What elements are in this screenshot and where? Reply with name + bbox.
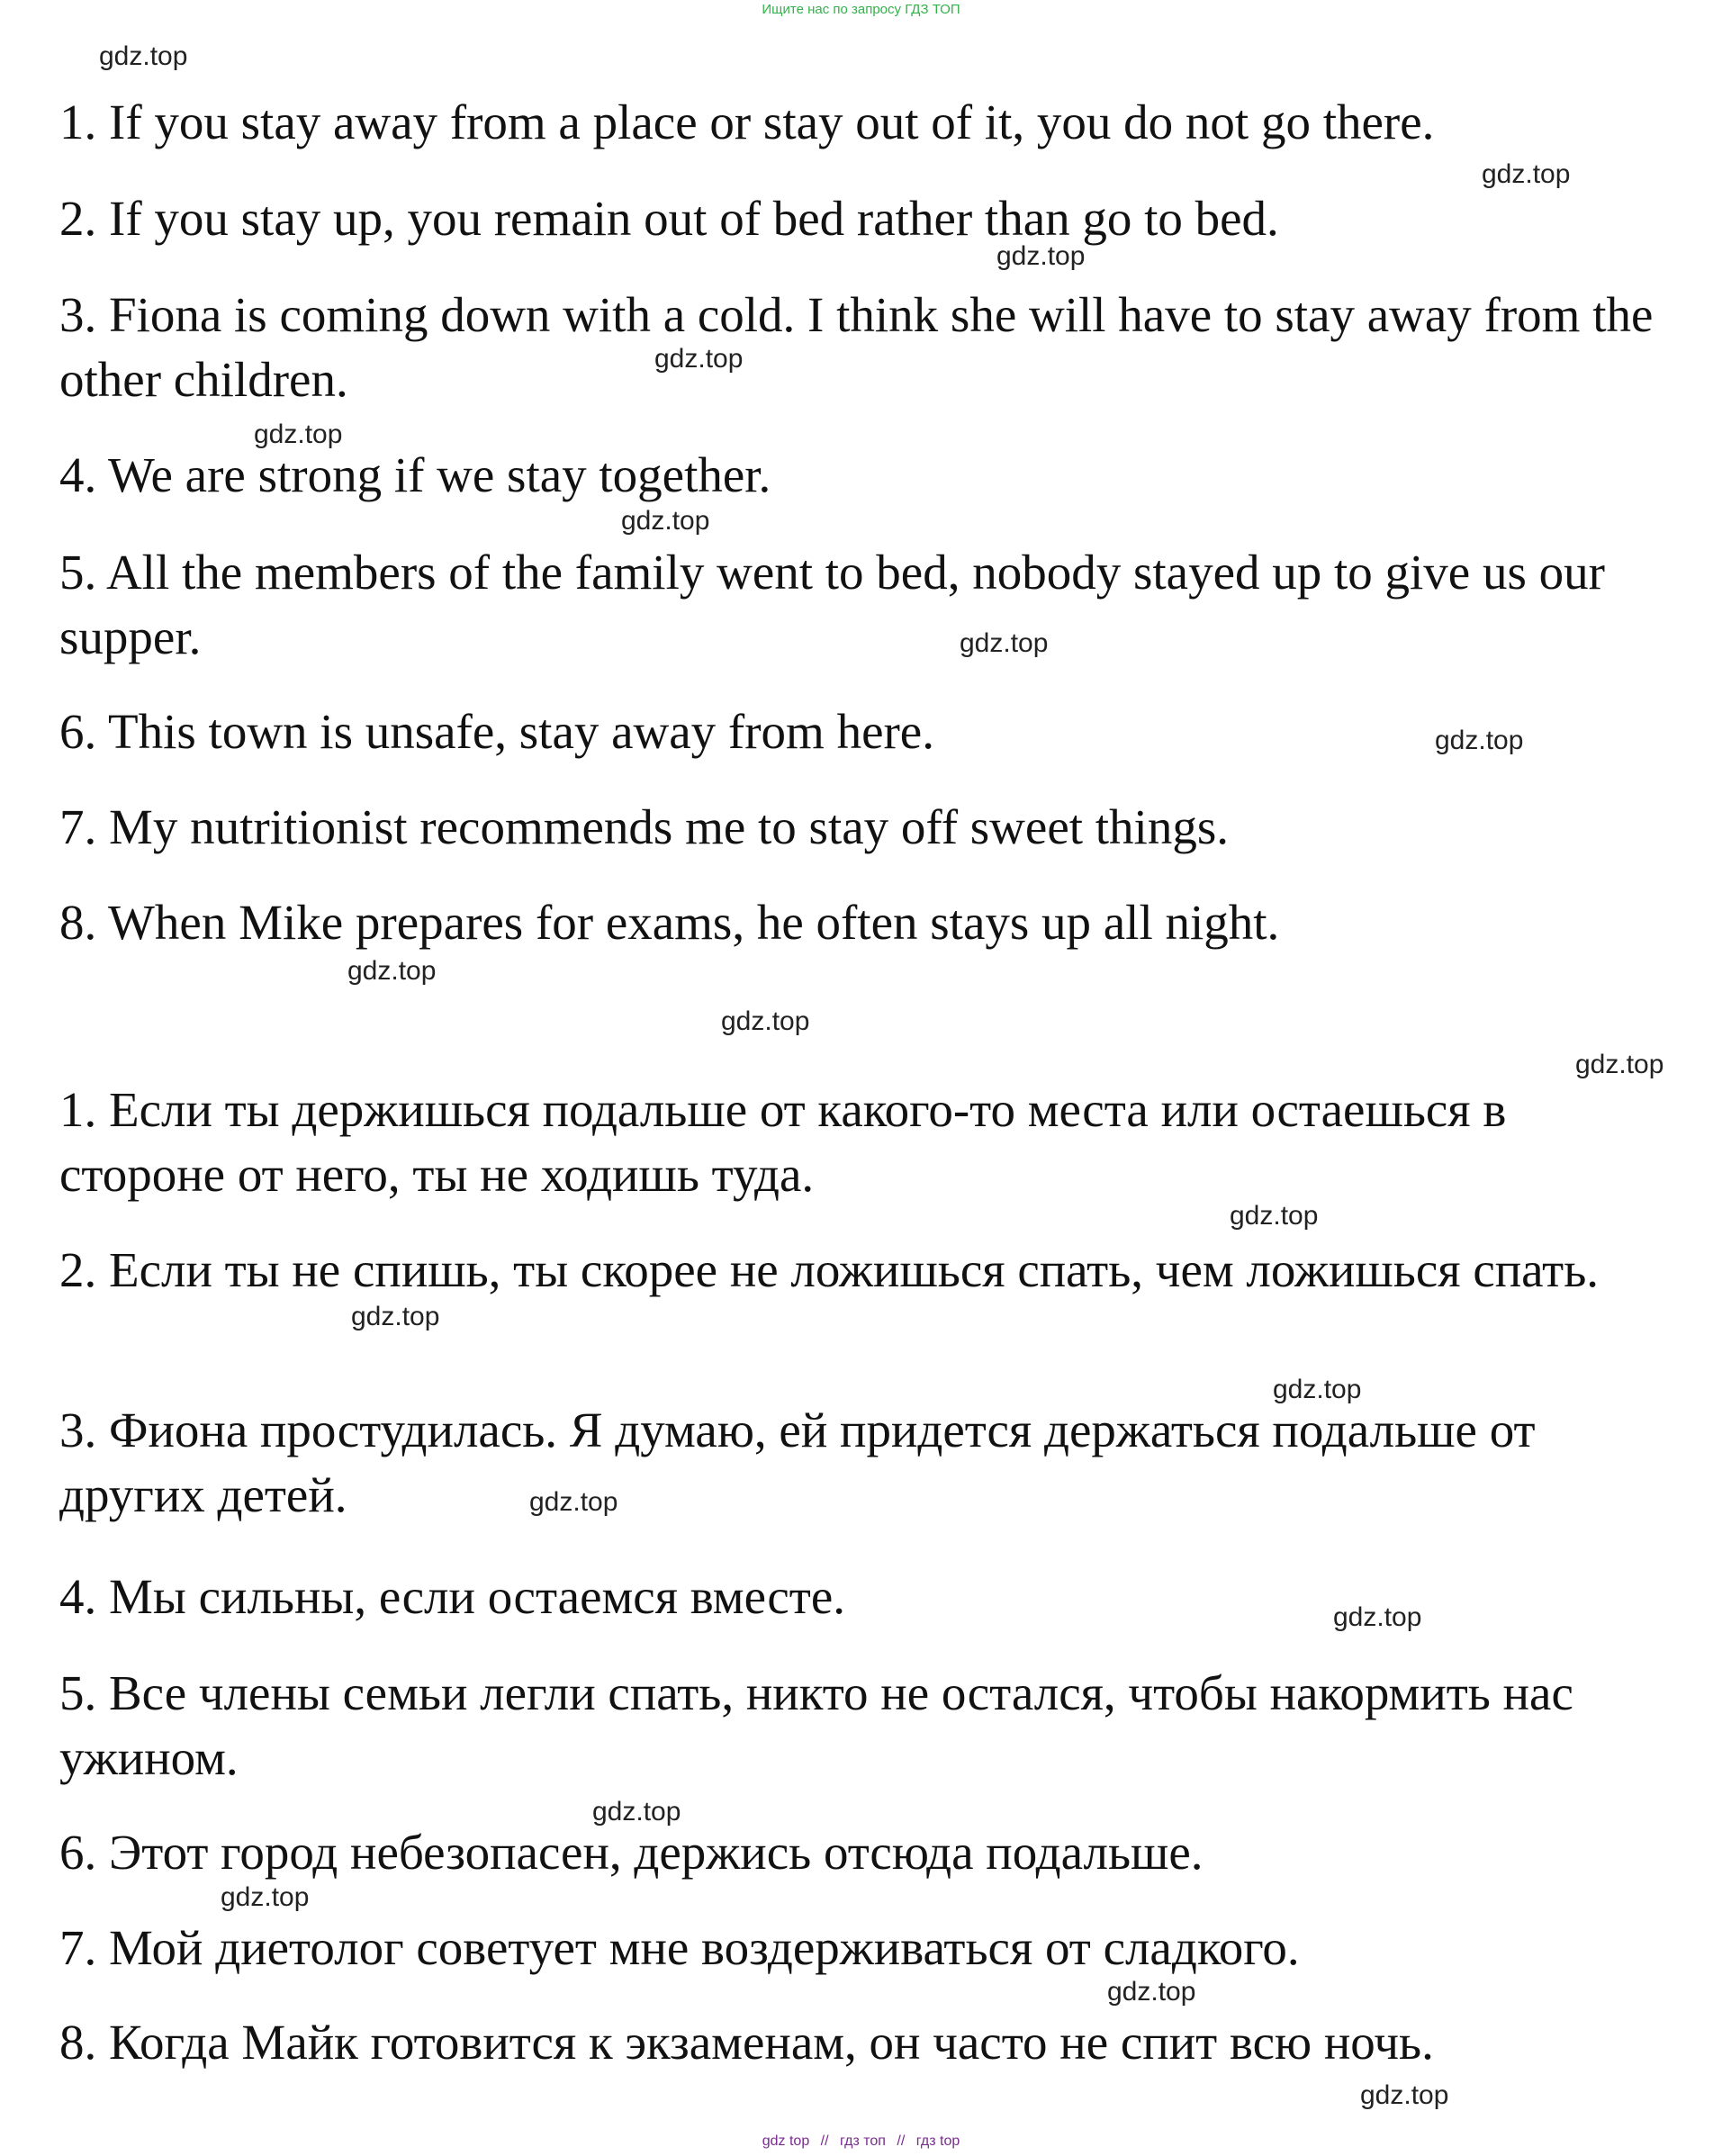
watermark: gdz.top (721, 1006, 810, 1036)
watermark: gdz.top (1273, 1375, 1362, 1404)
english-sentence-1: 1. If you stay away from a place or stay out of it, you do not go there. (59, 95, 1435, 149)
watermark: gdz.top (621, 506, 710, 536)
watermark: gdz.top (221, 1882, 310, 1912)
watermark: gdz.top (254, 419, 343, 449)
footer-separator: // (897, 2133, 906, 2149)
footer (0, 2133, 1722, 2150)
watermark: gdz.top (1333, 1602, 1422, 1632)
footer-separator: // (820, 2133, 829, 2149)
watermark: gdz.top (1575, 1050, 1664, 1079)
watermark: gdz.top (1230, 1201, 1319, 1231)
watermark: gdz.top (1435, 726, 1524, 755)
watermark: gdz.top (347, 956, 437, 986)
english-sentence-8: 8. When Mike prepares for exams, he often stays up all night. (59, 895, 1280, 950)
footer-part-3: гдз top (915, 2133, 960, 2149)
watermark: gdz.top (351, 1302, 440, 1331)
russian-sentence-2: 2. Если ты не спишь, ты скорее не ложишься спать, чем ложишься спать. (59, 1242, 1600, 1297)
top-banner: Ищите нас по запросу ГДЗ ТОП (762, 2, 960, 17)
russian-sentence-4: 4. Мы сильны, если остаемся вместе. (59, 1569, 845, 1624)
footer-part-2: гдз топ (840, 2133, 886, 2149)
russian-sentence-5: 5. Все члены семьи легли спать, никто не остался, чтобы накормить нас ужином. (59, 1665, 1573, 1785)
watermark: gdz.top (1482, 159, 1571, 189)
watermark: gdz.top (996, 241, 1086, 271)
footer-part-1: gdz top (762, 2133, 810, 2149)
english-sentence-7: 7. My nutritionist recommends me to stay off sweet things. (59, 799, 1229, 854)
russian-sentence-1: 1. Если ты держишься подальше от какого-то места или остаешься в стороне от него, ты не ходишь туда. (59, 1082, 1507, 1202)
watermark: gdz.top (1360, 2080, 1449, 2110)
russian-sentence-8: 8. Когда Майк готовится к экзаменам, он часто не спит всю ночь. (59, 2015, 1434, 2070)
english-sentence-6: 6. This town is unsafe, stay away from here. (59, 704, 934, 759)
watermark: gdz.top (592, 1797, 681, 1827)
russian-sentence-3: 3. Фиона простудилась. Я думаю, ей придется держаться подальше от других детей. (59, 1403, 1536, 1522)
english-sentence-5: 5. All the members of the family went to bed, nobody stayed up to give us our supper. (59, 545, 1605, 664)
english-sentence-3: 3. Fiona is coming down with a cold. I think she will have to stay away from the other children. (59, 287, 1654, 407)
english-sentence-2: 2. If you stay up, you remain out of bed rather than go to bed. (59, 191, 1279, 246)
watermark: gdz.top (99, 41, 188, 71)
watermark: gdz.top (529, 1487, 618, 1517)
russian-sentence-6: 6. Этот город небезопасен, держись отсюда подальше. (59, 1825, 1204, 1880)
english-sentence-4: 4. We are strong if we stay together. (59, 447, 771, 502)
watermark: gdz.top (654, 344, 744, 374)
watermark: gdz.top (1107, 1977, 1196, 2007)
russian-sentence-7: 7. Мой диетолог советует мне воздерживаться от сладкого. (59, 1920, 1300, 1975)
watermark: gdz.top (960, 628, 1049, 658)
